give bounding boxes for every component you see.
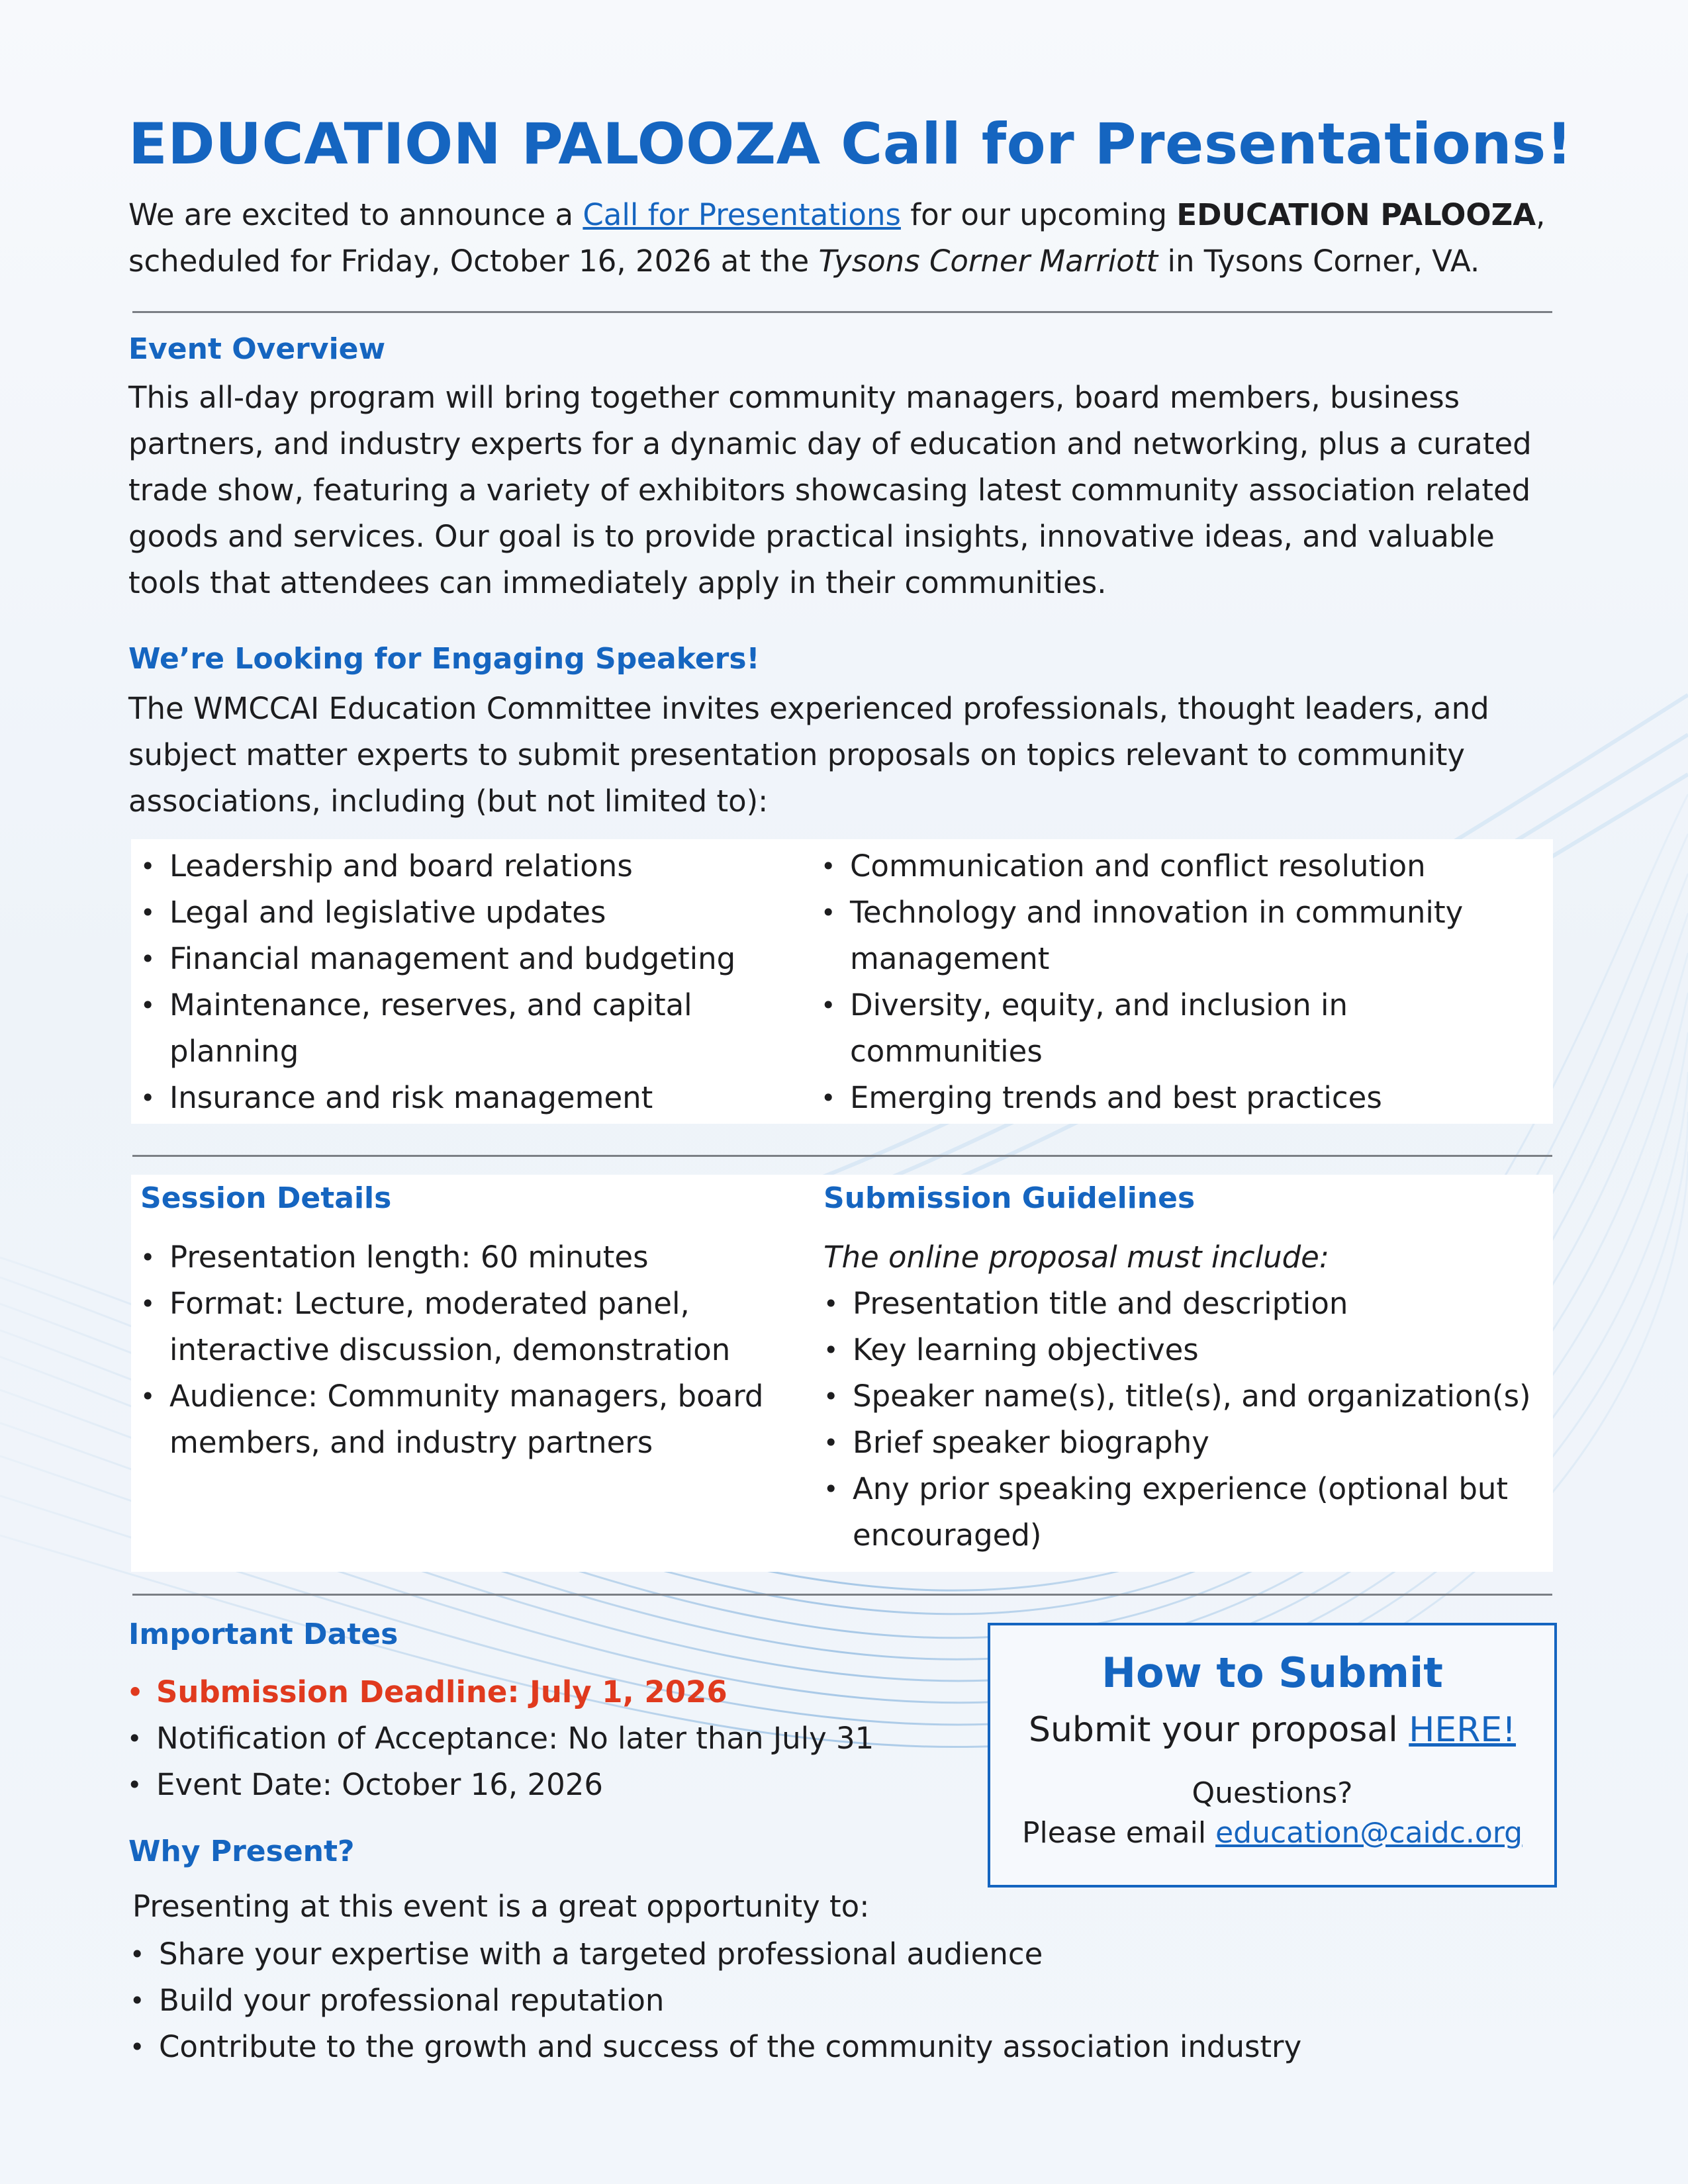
- list-item: • Presentation length: 60 minutes: [131, 1234, 793, 1281]
- list-item: • Legal and legislative updates: [131, 889, 806, 936]
- event-overview-text: [128, 375, 1585, 606]
- divider: [132, 311, 1552, 313]
- list-item: • Diversity, equity, and inclusion in communities: [812, 982, 1380, 1075]
- event-name: EDUCATION PALOOZA: [1176, 197, 1536, 232]
- why-present-intro: Presenting at this event is a great opportunity to:: [132, 1889, 870, 1924]
- list-item: • Notification of Acceptance: No later than July 31: [118, 1715, 978, 1762]
- text-line: tools that attendees can immediately apply in their communities.: [128, 565, 1107, 600]
- questions-label: Questions?: [1192, 1776, 1353, 1810]
- intro-text: for our upcoming: [900, 197, 1177, 232]
- details-panel: [131, 1175, 1553, 1572]
- text-line: subject matter experts to submit presentation proposals on topics relevant to community: [128, 737, 1466, 772]
- list-item: • Speaker name(s), title(s), and organization(s): [814, 1373, 1536, 1420]
- speakers-text: [128, 686, 1585, 825]
- list-item: • Build your professional reputation: [120, 1978, 1444, 2024]
- text-line: goods and services. Our goal is to provide practical insights, innovative ideas, and valuable: [128, 519, 1495, 554]
- text-line: partners, and industry experts for a dynamic day of education and networking, plus a curated: [128, 426, 1532, 461]
- session-details-heading: Session Details: [140, 1181, 392, 1215]
- list-item: • Presentation title and description: [814, 1281, 1536, 1327]
- list-item: • Any prior speaking experience (optional but encouraged): [814, 1466, 1541, 1559]
- why-present-list: [120, 1931, 1444, 2070]
- call-for-presentations-link[interactable]: Call for Presentations: [583, 197, 901, 232]
- submit-text: Submit your proposal: [1028, 1710, 1409, 1750]
- speakers-heading: We’re Looking for Engaging Speakers!: [128, 642, 760, 676]
- list-item: • Emerging trends and best practices: [812, 1075, 1500, 1121]
- how-to-submit-heading: How to Submit: [1102, 1649, 1443, 1697]
- list-item: • Key learning objectives: [814, 1327, 1536, 1373]
- list-item: • Contribute to the growth and success of the community association industry: [120, 2024, 1444, 2070]
- divider: [132, 1155, 1552, 1157]
- text-line: associations, including (but not limited to):: [128, 784, 769, 819]
- intro-paragraph: [128, 192, 1585, 285]
- list-item: • Communication and conflict resolution: [812, 843, 1500, 889]
- list-item: • Financial management and budgeting: [131, 936, 806, 982]
- how-to-submit-box: [988, 1623, 1557, 1888]
- venue-name: Tysons Corner Marriott: [818, 244, 1158, 279]
- text-line: This all-day program will bring together community managers, board members, business: [128, 380, 1460, 415]
- intro-text: We are excited to announce a: [128, 197, 583, 232]
- guidelines-intro: The online proposal must include:: [823, 1240, 1330, 1275]
- intro-text: ,: [1536, 197, 1546, 232]
- topics-panel: [131, 839, 1553, 1124]
- list-item: • Audience: Community managers, board members, and industry partners: [131, 1373, 792, 1466]
- email-line: [990, 1813, 1554, 1853]
- important-dates-heading: Important Dates: [128, 1617, 399, 1651]
- submit-proposal-line: [990, 1704, 1554, 1756]
- list-item: • Share your expertise with a targeted professional audience: [120, 1931, 1444, 1978]
- intro-text: scheduled for Friday, October 16, 2026 at the: [128, 244, 819, 279]
- divider: [132, 1594, 1552, 1596]
- topics-list-right: [812, 843, 1500, 1121]
- list-item: • Maintenance, reserves, and capital planning: [131, 982, 739, 1075]
- list-item: • Technology and innovation in community management: [812, 889, 1512, 982]
- session-details-list: [131, 1234, 793, 1466]
- text-line: The WMCCAI Education Committee invites experienced professionals, thought leaders, and: [128, 691, 1489, 726]
- list-item: • Format: Lecture, moderated panel, interactive discussion, demonstration: [131, 1281, 765, 1373]
- important-dates-list: [118, 1669, 978, 1808]
- intro-text: in Tysons Corner, VA.: [1158, 244, 1480, 279]
- list-item: • Event Date: October 16, 2026: [118, 1762, 978, 1808]
- submission-deadline: • Submission Deadline: July 1, 2026: [118, 1669, 978, 1715]
- submission-guidelines-list: [814, 1281, 1536, 1559]
- email-link[interactable]: education@caidc.org: [1215, 1816, 1523, 1850]
- submit-here-link[interactable]: HERE!: [1409, 1710, 1517, 1750]
- list-item: • Leadership and board relations: [131, 843, 806, 889]
- list-item: • Insurance and risk management: [131, 1075, 806, 1121]
- topics-list-left: [131, 843, 806, 1121]
- event-overview-heading: Event Overview: [128, 332, 386, 366]
- page-title: EDUCATION PALOOZA Call for Presentations!: [128, 111, 1573, 177]
- submission-guidelines-heading: Submission Guidelines: [823, 1181, 1196, 1215]
- list-item: • Brief speaker biography: [814, 1420, 1536, 1466]
- why-present-heading: Why Present?: [128, 1835, 355, 1868]
- text-line: trade show, featuring a variety of exhibitors showcasing latest community association related: [128, 473, 1531, 508]
- email-text: Please email: [1021, 1816, 1216, 1850]
